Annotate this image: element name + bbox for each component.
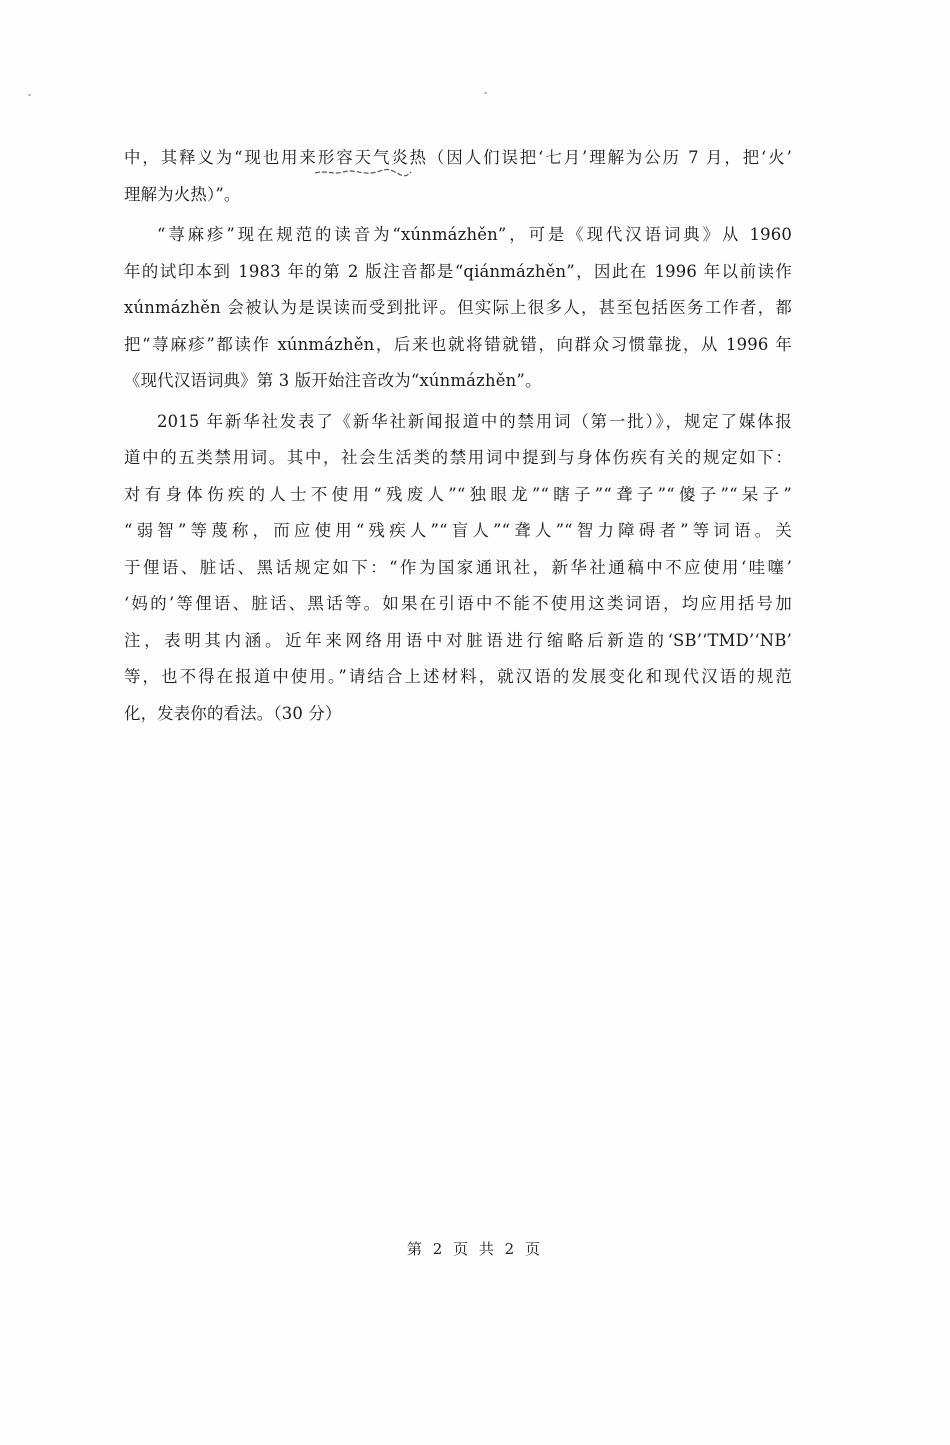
- text-line: “弱智”等蔑称，而应使用“残疾人”“盲人”“聋人”“智力障碍者”等词语。关: [124, 521, 792, 540]
- text-line: 年的试印本到 1983 年的第 2 版注音都是“qiánmázhěn”，因此在 1996 年以前读作: [124, 261, 792, 281]
- text-line: 道中的五类禁用词。其中，社会生活类的禁用词中提到与身体伤疾有关的规定如下：: [124, 448, 792, 467]
- text-line: “荨麻疹”现在规范的读音为“xúnmázhěn”，可是《现代汉语词典》从 1960: [157, 225, 792, 244]
- text-line: 对有身体伤疾的人士不使用“残废人”“独眼龙”“瞎子”“聋子”“傻子”“呆子”: [124, 484, 792, 504]
- scan-speck: [484, 92, 487, 94]
- page-footer: 第 2 页 共 2 页: [407, 1240, 543, 1258]
- text-line: xúnmázhěn 会被认为是误读而受到批评。但实际上很多人，甚至包括医务工作者，都: [124, 298, 792, 317]
- text-line: 中，其释义为“现也用来形容天气炎热（因人们误把‘七月’理解为公历 7 月，把‘火’: [124, 148, 792, 167]
- text-line: 等，也不得在报道中使用。”请结合上述材料，就汉语的发展变化和现代汉语的规范: [124, 667, 792, 686]
- paragraph-2: [124, 217, 792, 400]
- document-body: [124, 140, 792, 732]
- paragraph-1: [124, 140, 792, 213]
- text-line: 2015 年新华社发表了《新华社新闻报道中的禁用词（第一批）》，规定了媒体报: [157, 411, 792, 431]
- text-line: 化，发表你的看法。（30 分）: [124, 703, 342, 723]
- text-line: 把“荨麻疹”都读作 xúnmázhěn，后来也就将错就错，向群众习惯靠拢，从 1996 年: [124, 334, 792, 354]
- text-line: 于俚语、脏话、黑话规定如下：“作为国家通讯社，新华社通稿中不应使用‘哇噻’: [124, 557, 792, 577]
- text-line: 注，表明其内涵。近年来网络用语中对脏语进行缩略后新造的‘SB’‘TMD’‘NB’: [124, 630, 792, 650]
- scan-speck: [28, 94, 31, 96]
- text-line: ‘妈的’等俚语、脏话、黑话等。如果在引语中不能不使用这类词语，均应用括号加: [124, 594, 792, 613]
- text-line: 《现代汉语词典》第 3 版开始注音改为“xúnmázhěn”。: [124, 371, 542, 390]
- paragraph-3: [124, 404, 792, 733]
- text-line: 理解为火热）”。: [124, 184, 241, 204]
